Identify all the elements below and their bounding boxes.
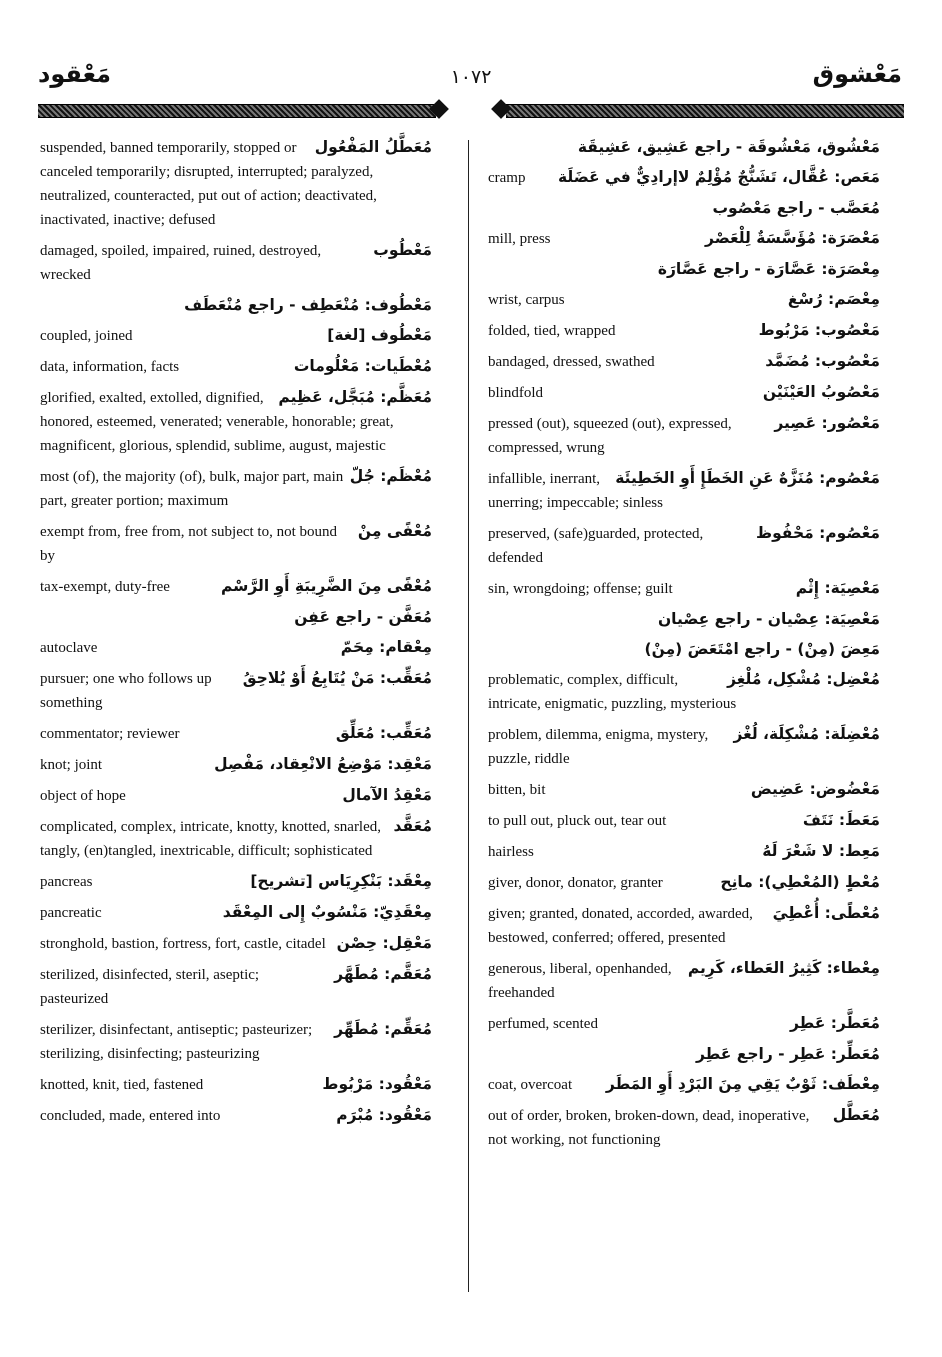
entry-definition-english: coupled, joined	[40, 328, 133, 344]
dictionary-entry	[488, 258, 880, 281]
dictionary-entry	[40, 1104, 432, 1128]
entry-definition-english: data, information, facts	[40, 359, 180, 375]
entry-headword-arabic: مَعِضَ (مِنْ) - راجع امْتَعَضَ (مِنْ)	[644, 640, 880, 658]
entry-headword-arabic: مِعْقَد: بَنْكِرِيَاس [تشريح]	[250, 872, 432, 890]
dictionary-entry	[488, 227, 880, 251]
entry-headword-arabic: مُعْضِل: مُشْكِل، مُلْغِز	[727, 670, 880, 688]
dictionary-entry	[488, 197, 880, 220]
column-divider	[468, 140, 469, 1292]
entry-headword-arabic: مَعْقِدُ الآمال	[342, 786, 432, 804]
entry-definition-english: perfumed, scented	[488, 1016, 598, 1032]
dictionary-entry	[488, 467, 880, 515]
entry-definition-english: commentator; reviewer	[40, 726, 180, 742]
dictionary-entry	[40, 355, 432, 379]
entry-definition-english: given; granted, donated, accorded, awarded, bestowed, conferred; offered, presented	[488, 906, 753, 946]
entry-headword-arabic: مُعَقَّد	[393, 817, 432, 835]
entry-headword-arabic: مَعْصُوم: مَحْفُوظ	[755, 524, 880, 542]
entry-definition-english: knot; joint	[40, 757, 103, 773]
dictionary-entry	[40, 753, 432, 777]
dictionary-entry	[488, 1073, 880, 1097]
entry-definition-english: exempt from, free from, not subject to, not bound by	[40, 524, 338, 564]
entry-definition-english: out of order, broken, broken-down, dead, inoperative, not working, not functioning	[488, 1108, 810, 1148]
dictionary-entry	[40, 963, 432, 1011]
dictionary-entry	[40, 784, 432, 808]
dictionary-entry	[488, 522, 880, 570]
dictionary-entry	[40, 520, 432, 568]
entry-headword-arabic: مُعَطَّلُ المَفْعُول	[314, 138, 432, 156]
entry-definition-english: object of hope	[40, 788, 126, 804]
entry-definition-english: pancreatic	[40, 905, 102, 921]
entry-headword-arabic: مَعْضُوض: عَضِيض	[750, 780, 880, 798]
dictionary-entry	[40, 901, 432, 925]
entry-headword-arabic: مُعْطٍ (المُعْطِي): مانِح	[720, 873, 880, 891]
entry-headword-arabic: مُعَطَّر: عَطِر	[789, 1014, 880, 1032]
entry-headword-arabic: مُعَقِّب: مَنْ يُتَابِعُ أَوْ يُلاحِقُ	[242, 669, 432, 687]
entry-headword-arabic: مَعْصُوم: مُنَزَّهٌ عَنِ الخَطَإِ أَوِ الخَطِيئَة	[615, 469, 880, 487]
dictionary-entry	[488, 957, 880, 1005]
dictionary-entry	[488, 809, 880, 833]
dictionary-entry	[40, 606, 432, 629]
entry-definition-english: preserved, (safe)guarded, protected, defended	[488, 526, 704, 566]
dictionary-entry	[488, 638, 880, 661]
entry-definition-english: problem, dilemma, enigma, mystery, puzzle, riddle	[488, 727, 709, 767]
entry-headword-arabic: مُعَطَّل	[832, 1106, 880, 1124]
dictionary-entry	[40, 136, 432, 232]
dictionary-entry	[40, 294, 432, 317]
entry-definition-english: to pull out, pluck out, tear out	[488, 813, 667, 829]
entry-definition-english: mill, press	[488, 231, 551, 247]
dictionary-entry	[40, 932, 432, 956]
entry-definition-english: most (of), the majority (of), bulk, major part, main part, greater portion; maximum	[40, 469, 344, 509]
entry-definition-english: glorified, exalted, extolled, dignified, honored, esteemed, venerated; venerable, honorable; great, magnificent, glorious, splendid, sublime, august, majestic	[40, 390, 394, 454]
entry-headword-arabic: مَعْشُوق، مَعْشُوقَة - راجع عَشِيق، عَشِيقَة	[577, 138, 880, 156]
entry-headword-arabic: مُعَفَّن - راجع عَفِن	[294, 608, 432, 626]
entry-headword-arabic: مِعْقَدِيّ: مَنْسُوبٌ إِلى المِعْقَد	[222, 903, 432, 921]
dictionary-entry	[40, 870, 432, 894]
entry-definition-english: concluded, made, entered into	[40, 1108, 221, 1124]
dictionary-entry	[488, 136, 880, 159]
page-number: ١٠٧٢	[450, 66, 492, 88]
entry-headword-arabic: مُعْطَيات: مَعْلُومات	[293, 357, 432, 375]
entry-headword-arabic: مَعَص: عُقَّال، تَشَنُّجٌ مُؤْلِمٌ لاإرادِيٌّ في عَضَلَة	[557, 168, 880, 186]
entry-headword-arabic: مَعْصُوب: مُضَمَّد	[765, 352, 880, 370]
entry-definition-english: pursuer; one who follows up something	[40, 671, 212, 711]
entry-definition-english: problematic, complex, difficult, intricate, enigmatic, puzzling, mysterious	[488, 672, 737, 712]
dictionary-entry	[40, 667, 432, 715]
dictionary-entry	[488, 319, 880, 343]
right-column	[488, 136, 880, 1159]
dictionary-entry	[40, 465, 432, 513]
dictionary-entry	[40, 239, 432, 287]
dictionary-entry	[488, 1104, 880, 1152]
entry-headword-arabic: مَعْصِيَة: عِصْيان - راجع عِصْيان	[657, 610, 880, 628]
header-ornament-band-left	[38, 104, 436, 118]
entry-headword-arabic: مَعْصُوب: مَرْبُوط	[758, 321, 880, 339]
entry-definition-english: blindfold	[488, 385, 543, 401]
entry-headword-arabic: مُعَصَّب - راجع مَعْصُوب	[712, 199, 880, 217]
entry-definition-english: suspended, banned temporarily, stopped or canceled temporarily; disrupted, interrupted; paralyzed, neutralized, counteracted, put out of action; deactivated, inactivated, inactive; defused	[40, 140, 377, 228]
entry-definition-english: sterilizer, disinfectant, antiseptic; pasteurizer; sterilizing, disinfecting; pasteurizing	[40, 1022, 313, 1062]
entry-definition-english: complicated, complex, intricate, knotty, knotted, snarled, tangly, (en)tangled, inextricable, difficult; sophisticated	[40, 819, 382, 859]
entry-headword-arabic: مُعْظَم: جُلّ	[349, 467, 432, 485]
entry-definition-english: pressed (out), squeezed (out), expressed, compressed, wrung	[488, 416, 732, 456]
entry-headword-arabic: مِعْطاء: كَثِيرُ العَطاء، كَرِيم	[687, 959, 880, 977]
entry-definition-english: autoclave	[40, 640, 98, 656]
entry-headword-arabic: مَعْقِد: مَوْضِعُ الانْعِقاد، مَفْصِل	[214, 755, 432, 773]
dictionary-entry	[488, 381, 880, 405]
dictionary-entry	[488, 412, 880, 460]
dictionary-entry	[40, 1073, 432, 1097]
entry-definition-english: tax-exempt, duty-free	[40, 579, 170, 595]
entry-headword-arabic: مَعْصُور: عَصِير	[774, 414, 880, 432]
entry-definition-english: cramp	[488, 170, 526, 186]
entry-headword-arabic: مُعْفًى مِنَ الضَّرِيبَةِ أَوِ الرَّسْم	[220, 577, 432, 595]
dictionary-entry	[40, 324, 432, 348]
left-column	[40, 136, 432, 1135]
dictionary-entry	[488, 288, 880, 312]
dictionary-entry	[488, 577, 880, 601]
entry-headword-arabic: مُعَطِّر: عَطِر - راجع عَطِر	[696, 1045, 880, 1063]
entry-headword-arabic: مَعْقُود: مَرْبُوط	[322, 1075, 432, 1093]
entry-definition-english: coat, overcoat	[488, 1077, 573, 1093]
entry-headword-arabic: مُعْفًى مِنْ	[357, 522, 432, 540]
entry-headword-arabic: مُعْضِلَة: مُشْكِلَة، لُغْز	[733, 725, 880, 743]
dictionary-entry	[40, 1018, 432, 1066]
entry-headword-arabic: مَعْطُوب	[373, 241, 432, 259]
dictionary-entry	[488, 668, 880, 716]
dictionary-entry	[488, 723, 880, 771]
entry-headword-arabic: مَعْقُود: مُبْرَم	[336, 1106, 432, 1124]
dictionary-entry	[488, 902, 880, 950]
entry-definition-english: infallible, inerrant, unerring; impeccable; sinless	[488, 471, 663, 511]
header-guide-word-left: مَعْقود	[38, 60, 112, 88]
entry-headword-arabic: مَعَطَ: نَتَفَ	[802, 811, 880, 829]
entry-headword-arabic: مُعَظَّم: مُبَجَّل، عَظِيم	[278, 388, 432, 406]
entry-headword-arabic: مِعْصَم: رُسْغ	[787, 290, 880, 308]
entry-headword-arabic: مَعِط: لا شَعْرَ لَهُ	[762, 842, 880, 860]
entry-headword-arabic: مُعَقِّم: مُطَهِّر	[334, 1020, 432, 1038]
dictionary-entry	[488, 871, 880, 895]
entry-definition-english: bandaged, dressed, swathed	[488, 354, 655, 370]
entry-definition-english: hairless	[488, 844, 534, 860]
entry-definition-english: pancreas	[40, 874, 93, 890]
entry-headword-arabic: مُعَقَّم: مُطَهَّر	[334, 965, 432, 983]
entry-definition-english: giver, donor, donator, granter	[488, 875, 663, 891]
dictionary-entry	[488, 608, 880, 631]
entry-definition-english: folded, tied, wrapped	[488, 323, 616, 339]
entry-definition-english: knotted, knit, tied, fastened	[40, 1077, 204, 1093]
entry-headword-arabic: مِعْطَف: ثَوْبٌ يَقِي مِنَ البَرْدِ أَوِ المَطَر	[605, 1075, 880, 1093]
entry-definition-english: wrist, carpus	[488, 292, 565, 308]
entry-definition-english: stronghold, bastion, fortress, fort, castle, citadel	[40, 936, 326, 952]
dictionary-entry	[40, 722, 432, 746]
dictionary-entry	[488, 1012, 880, 1036]
dictionary-entry	[488, 840, 880, 864]
header-ornament-band-right	[506, 104, 904, 118]
entry-definition-english: damaged, spoiled, impaired, ruined, destroyed, wrecked	[40, 243, 322, 283]
entry-headword-arabic: مَعْقِل: حِصْن	[336, 934, 432, 952]
entry-headword-arabic: مُعْطًى: أُعْطِيَ	[772, 904, 880, 922]
dictionary-entry	[40, 815, 432, 863]
entry-definition-english: sin, wrongdoing; offense; guilt	[488, 581, 673, 597]
entry-definition-english: generous, liberal, openhanded, freehanded	[488, 961, 672, 1001]
dictionary-entry	[40, 636, 432, 660]
dictionary-entry	[488, 350, 880, 374]
entry-headword-arabic: مِعْصَرَة: عَصَّارَة - راجع عَصَّارَة	[657, 260, 880, 278]
header-guide-word-right: مَعْشوق	[812, 60, 902, 88]
dictionary-entry	[40, 575, 432, 599]
entry-headword-arabic: مَعْصُوبُ العَيْنَيْن	[762, 383, 880, 401]
dictionary-entry	[40, 386, 432, 458]
entry-headword-arabic: مَعْطُوف [لغة]	[327, 326, 432, 344]
entry-headword-arabic: مَعْطُوف: مُنْعَطِف - راجع مُنْعَطَف	[184, 296, 432, 314]
dictionary-entry	[488, 778, 880, 802]
entry-definition-english: sterilized, disinfected, steril, aseptic; pasteurized	[40, 967, 260, 1007]
dictionary-entry	[488, 1043, 880, 1066]
entry-headword-arabic: مَعْصِيَة: إِثْم	[795, 579, 880, 597]
dictionary-entry	[488, 166, 880, 190]
entry-headword-arabic: مُعَقِّب: مُعَلِّق	[335, 724, 432, 742]
entry-headword-arabic: مَعْصَرَة: مُؤَسَّسَةٌ لِلْعَصْر	[705, 229, 880, 247]
entry-definition-english: bitten, bit	[488, 782, 546, 798]
entry-headword-arabic: مِعْقام: مِحَمّ	[340, 638, 432, 656]
